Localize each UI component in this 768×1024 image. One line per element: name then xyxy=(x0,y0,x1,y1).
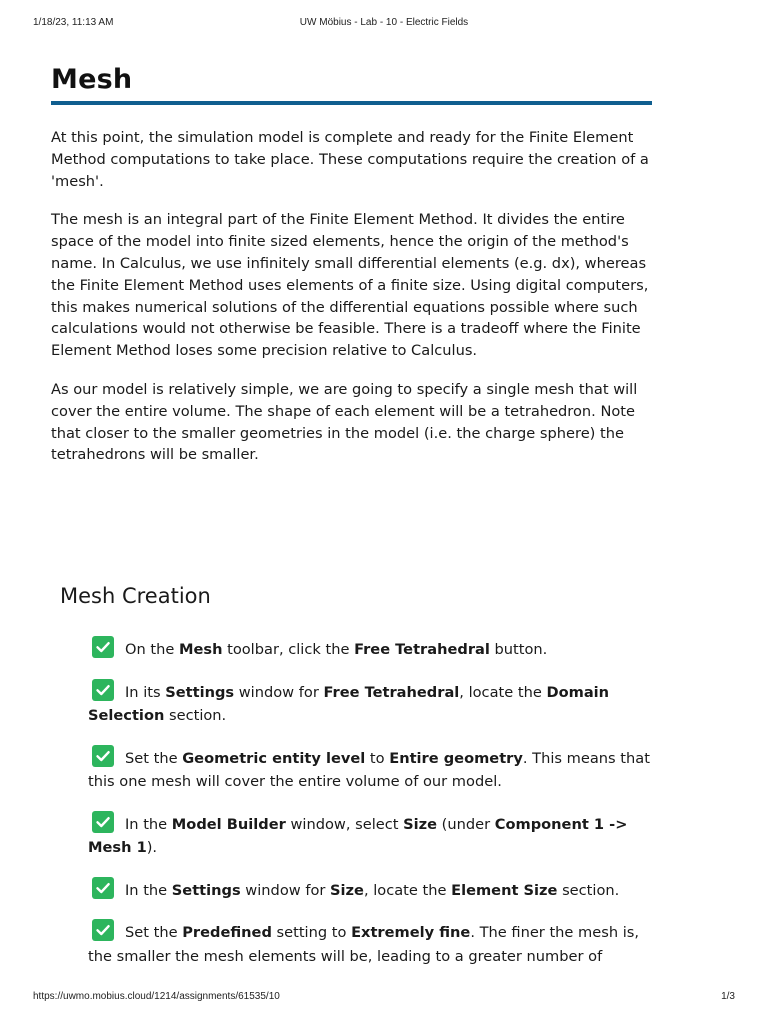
checklist-step xyxy=(88,877,654,903)
step-text: , locate the xyxy=(363,881,452,899)
step-text-bold: Mesh xyxy=(178,641,223,658)
checklist-step xyxy=(88,919,654,968)
intro-text xyxy=(51,127,651,483)
step-text: section. xyxy=(557,881,620,899)
checklist-step xyxy=(88,811,654,860)
step-text-bold: Size xyxy=(330,881,364,899)
print-footer xyxy=(0,991,768,1005)
step-text-bold: Settings xyxy=(165,683,235,701)
step-text: In its xyxy=(125,683,166,701)
step-text: toolbar, click the xyxy=(222,641,355,658)
step-text-bold: Entire geometry xyxy=(389,749,523,767)
intro-paragraph: At this point, the simulation model is complete and ready for the Finite Element Method computations to take place. These computations require the creation of a 'mesh'. xyxy=(51,129,649,190)
step-text: setting to xyxy=(271,924,352,941)
step-text: button. xyxy=(489,641,548,658)
step-text-bold: Domain Selection xyxy=(88,683,610,724)
step-text: , locate the xyxy=(459,683,547,701)
intro-paragraph: The mesh is an integral part of the Finite Element Method. It divides the entire space of the model into finite sized elements, hence the origin of the method's name. In Calculus, we use infinitely small differential elements (e.g. dx), whereas the Finite Element Method uses elements of a finite size. Using digital computers, this makes numerical solutions of the differential equations possible where such calculations would not otherwise be feasible. There is a tradeoff where the Finite Element Method loses some precision relative to Calculus. xyxy=(51,211,649,360)
checklist-step xyxy=(88,636,654,662)
checkbox-checked-icon xyxy=(92,745,114,767)
step-text-bold: Extremely fine xyxy=(351,924,471,941)
step-text: window, select xyxy=(285,815,404,833)
step-text-bold: Settings xyxy=(171,881,241,899)
step-text: Set the xyxy=(125,924,183,941)
step-text-bold: Free Tetrahedral xyxy=(354,641,490,658)
step-text: (under xyxy=(437,815,495,833)
print-datetime: 1/18/23, 11:13 AM xyxy=(33,17,114,28)
mesh-creation-steps xyxy=(88,636,654,968)
step-text-bold: Geometric entity level xyxy=(182,749,366,767)
step-text-bold: Size xyxy=(403,815,438,833)
step-text: to xyxy=(365,749,390,767)
step-text: In the xyxy=(125,815,172,833)
checkbox-checked-icon xyxy=(92,919,114,941)
checklist-step xyxy=(88,679,654,728)
step-text: ). xyxy=(146,839,158,856)
print-header xyxy=(0,17,768,31)
step-text: section. xyxy=(164,707,227,724)
step-text: In the xyxy=(125,881,172,899)
checkbox-checked-icon xyxy=(92,679,114,701)
step-text: . The finer the mesh is, the smaller the mesh elements will be, leading to a greater number of xyxy=(88,924,640,965)
step-text: Set the xyxy=(125,749,183,767)
checkbox-checked-icon xyxy=(92,636,114,658)
step-text: window for xyxy=(240,881,331,899)
page-title: Mesh xyxy=(51,64,133,95)
print-url: https://uwmo.mobius.cloud/1214/assignments/61535/10 xyxy=(33,991,280,1002)
step-text: . This means that this one mesh will cover the entire volume of our model. xyxy=(88,749,650,790)
section-heading-mesh-creation: Mesh Creation xyxy=(60,584,211,608)
step-text-bold: Free Tetrahedral xyxy=(323,683,460,701)
checkbox-checked-icon xyxy=(92,877,114,899)
intro-paragraph: As our model is relatively simple, we are going to specify a single mesh that will cover the entire volume. The shape of each element will be a tetrahedron. Note that closer to the smaller geometries in the model (i.e. the charge sphere) the tetrahedrons will be smaller. xyxy=(51,380,638,464)
checkbox-checked-icon xyxy=(92,811,114,833)
step-text-bold: Model Builder xyxy=(171,815,286,833)
print-document-title: UW Möbius - Lab - 10 - Electric Fields xyxy=(299,17,469,28)
checklist-step xyxy=(88,745,654,794)
print-page-number: 1/3 xyxy=(721,991,735,1002)
step-text-bold: Component 1 -> Mesh 1 xyxy=(88,815,628,856)
title-underline-rule xyxy=(51,101,652,105)
step-text: window for xyxy=(234,683,324,701)
step-text-bold: Predefined xyxy=(182,924,272,941)
step-text: On the xyxy=(125,641,179,658)
step-text-bold: Element Size xyxy=(451,881,558,899)
